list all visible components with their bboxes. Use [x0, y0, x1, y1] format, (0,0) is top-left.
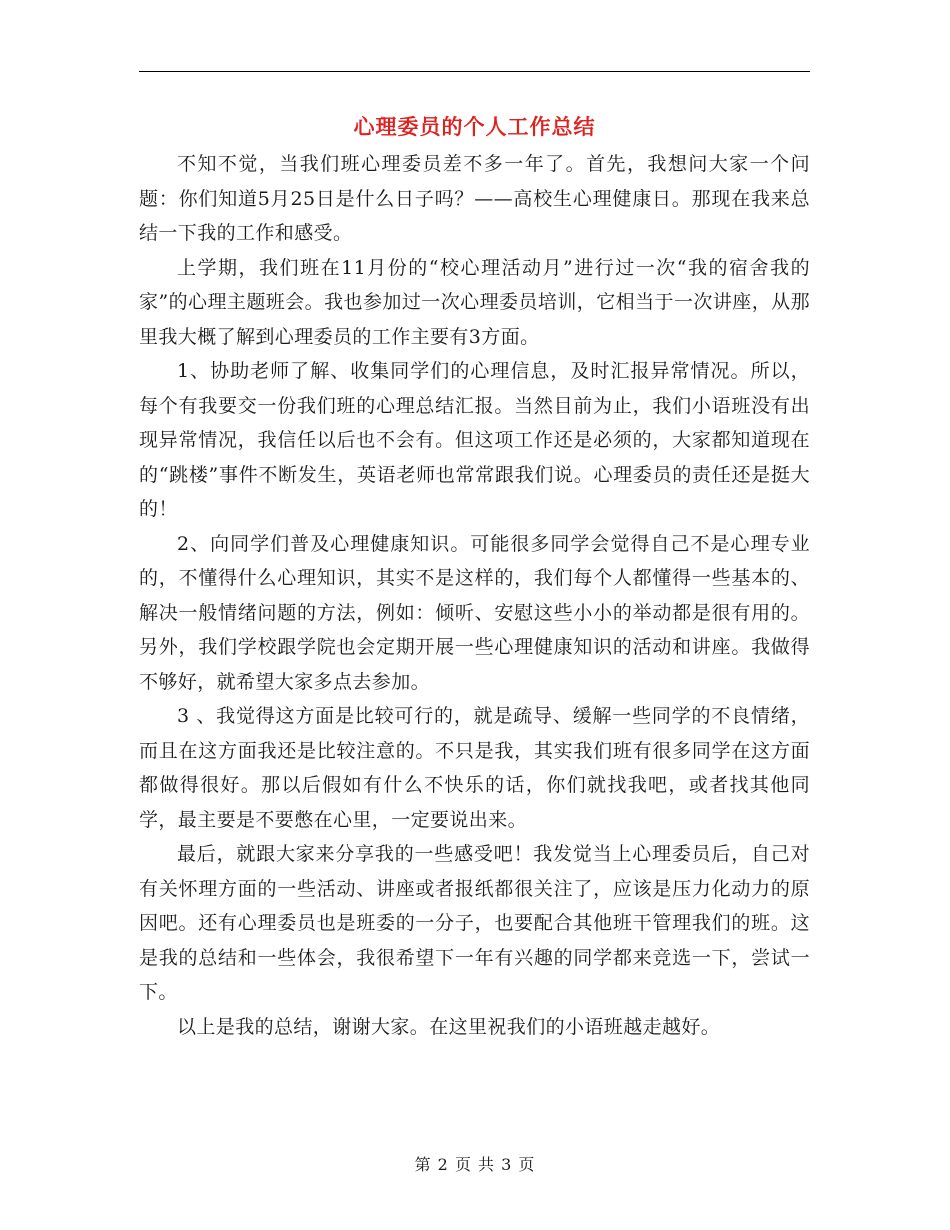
- paragraph-closing: 以上是我的总结，谢谢大家。在这里祝我们的小语班越走越好。: [177, 1015, 721, 1038]
- paragraph-last-semester: 上学期，我们班在11月份的“校心理活动月”进行过一次“我的宿舍我的家”的心理主题班会。我也参加过一次心理委员培训，它相当于一次讲座，从那里我大概了解到心理委员的工作主要有3方面。: [139, 256, 810, 348]
- paragraph-duty-2: 2、向同学们普及心理健康知识。可能很多同学会觉得自己不是心理专业的，不懂得什么心理知识，其实不是这样的，我们每个人都懂得一些基本的、解决一般情绪问题的方法，例如：倾听、安慰这些小小的举动都是很有用的。另外，我们学校跟学院也会定期开展一些心理健康知识的活动和讲座。我做得不够好，就希望大家多点去参加。: [139, 532, 810, 693]
- paragraph-intro: 不知不觉，当我们班心理委员差不多一年了。首先，我想问大家一个问题：你们知道5月25日是什么日子吗？——高校生心理健康日。那现在我来总结一下我的工作和感受。: [139, 153, 810, 244]
- document-body: [139, 147, 810, 1044]
- document-title: 心理委员的个人工作总结: [353, 114, 596, 139]
- paragraph-duty-3: 3 、我觉得这方面是比较可行的，就是疏导、缓解一些同学的不良情绪，而且在这方面我还是比较注意的。不只是我，其实我们班有很多同学在这方面都做得很好。那以后假如有什么不快乐的话，你们就找我吧，或者找其他同学，最主要是不要憋在心里，一定要说出来。: [139, 705, 810, 831]
- header-rule: [139, 71, 810, 72]
- paragraph-duty-1: 1、协助老师了解、收集同学们的心理信息，及时汇报异常情况。所以，每个有我要交一份我们班的心理总结汇报。当然目前为止，我们小语班没有出现异常情况，我信任以后也不会有。但这项工作还是必须的，大家都知道现在的“跳楼”事件不断发生，英语老师也常常跟我们说。心理委员的责任还是挺大的！: [139, 360, 810, 520]
- page-number: 第 2 页 共 3 页: [414, 1155, 536, 1174]
- paragraph-reflection: 最后，就跟大家来分享我的一些感受吧！我发觉当上心理委员后，自己对有关怀理方面的一些活动、讲座或者报纸都很关注了，应该是压力化动力的原因吧。还有心理委员也是班委的一分子，也要配合其他班干管理我们的班。这是我的总结和一些体会，我很希望下一年有兴趣的同学都来竞选一下，尝试一下。: [139, 843, 810, 1003]
